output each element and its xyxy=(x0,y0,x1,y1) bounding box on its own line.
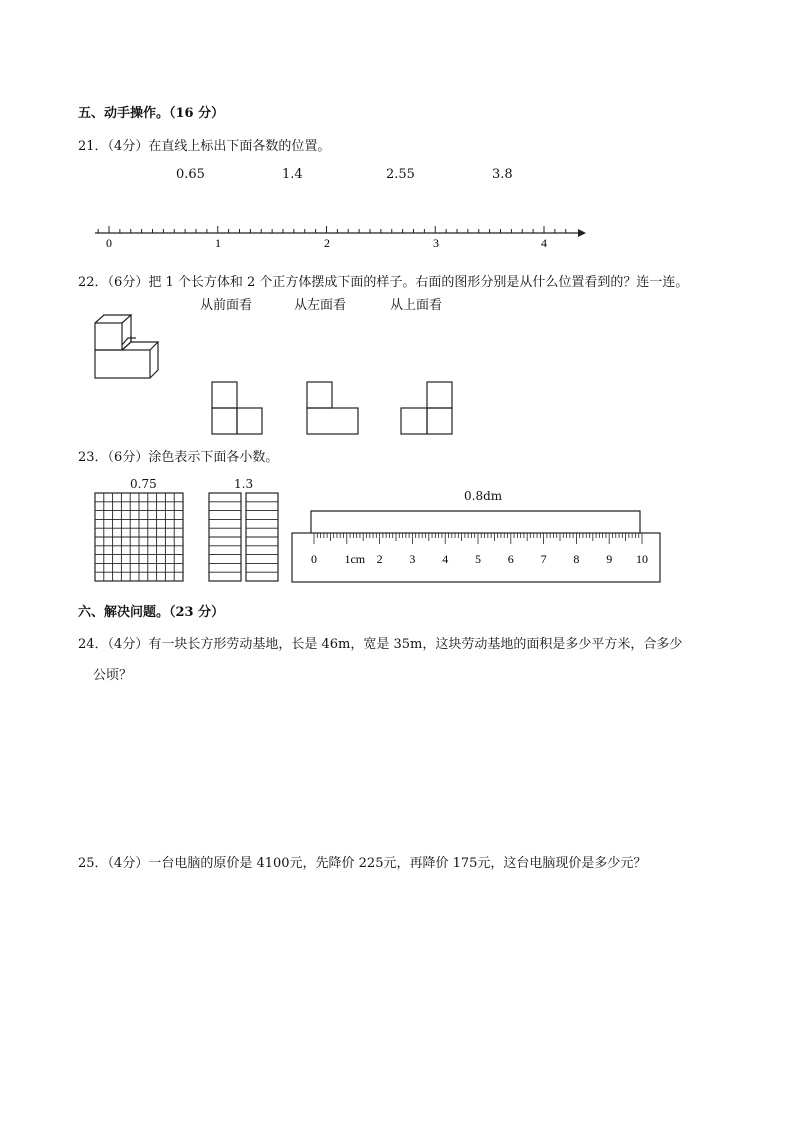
ruler-number: 8 xyxy=(573,552,580,566)
hundred-grid xyxy=(95,493,183,581)
question-25: 25．（4分）一台电脑的原价是 4100元，先降价 225元，再降价 175元，这台电脑现价是多少元？ xyxy=(78,856,647,871)
ruler-number: 9 xyxy=(606,552,613,566)
axis-label: 2 xyxy=(324,236,330,250)
ruler-label: 0.8dm xyxy=(464,489,503,503)
tenth-bars xyxy=(209,493,278,581)
q21-number: 1.4 xyxy=(282,167,303,182)
section-6-title: 六、解决问题。（23 分） xyxy=(78,605,225,620)
ruler-number: 6 xyxy=(507,552,514,566)
grid-label: 0.75 xyxy=(130,477,157,491)
axis-label: 3 xyxy=(433,236,439,250)
q21-number: 2.55 xyxy=(386,167,415,182)
ruler-number: 2 xyxy=(376,552,383,566)
ruler-number: 3 xyxy=(409,552,416,566)
q21-number: 0.65 xyxy=(176,167,205,182)
ruler-number: 4 xyxy=(442,552,449,566)
ruler-bracket xyxy=(311,511,640,533)
ruler-number: 0 xyxy=(311,552,317,566)
ruler-number: 1cm xyxy=(344,552,366,566)
axis-label: 4 xyxy=(541,236,547,250)
question-21: 21．（4分）在直线上标出下面各数的位置。 xyxy=(78,139,331,154)
view-label-top: 从上面看 xyxy=(390,298,443,313)
question-23: 23．（6分）涂色表示下面各小数。 xyxy=(78,450,279,465)
ruler-number: 10 xyxy=(636,552,648,566)
ruler-number: 5 xyxy=(475,552,481,566)
q21-number: 3.8 xyxy=(492,167,513,182)
view-label-left: 从左面看 xyxy=(294,298,347,313)
axis-label: 1 xyxy=(215,236,221,250)
view-label-front: 从前面看 xyxy=(200,298,253,313)
ruler-ticks xyxy=(314,533,642,544)
section-5-title: 五、动手操作。（16 分） xyxy=(78,106,225,121)
axis-label: 0 xyxy=(106,236,112,250)
ruler-labels xyxy=(311,552,648,566)
ruler-number: 7 xyxy=(540,552,547,566)
question-22: 22．（6分）把 1 个长方体和 2 个正方体摆成下面的样子。右面的图形分别是从什么位置看到的？连一连。 xyxy=(78,275,689,290)
question-24-line2: 公顷？ xyxy=(93,668,133,683)
question-24-line1: 24．（4分）有一块长方形劳动基地，长是 46m，宽是 35m，这块劳动基地的面积是多少平方米，合多少 xyxy=(78,637,683,652)
bars-label: 1.3 xyxy=(234,477,254,491)
